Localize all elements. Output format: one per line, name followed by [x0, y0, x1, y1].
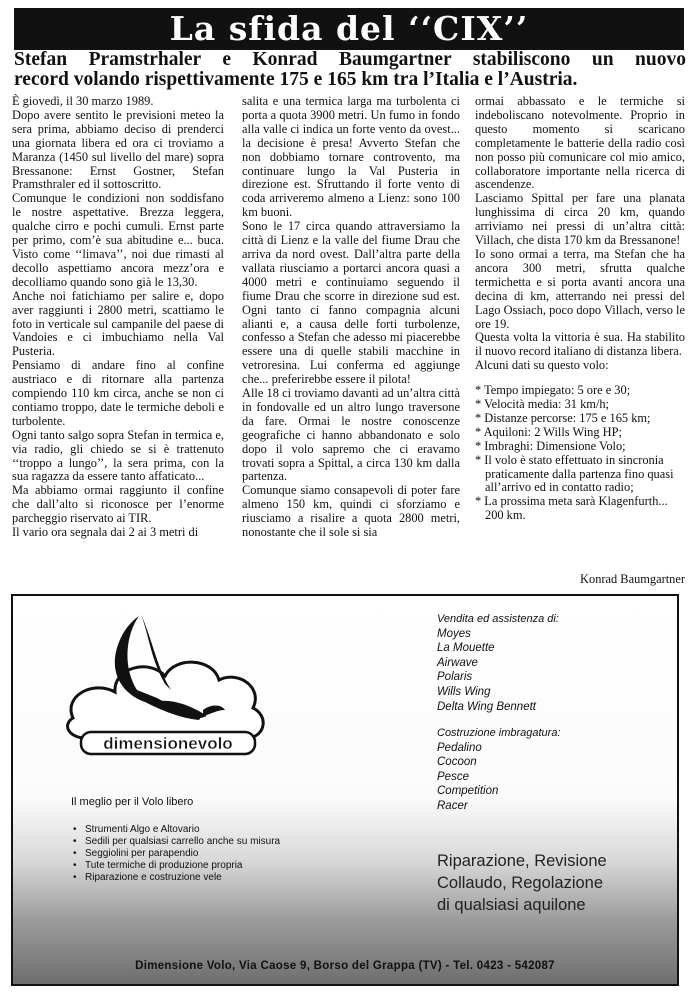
brand-item: Delta Wing Bennett — [437, 700, 536, 713]
paragraph: Ogni tanto salgo sopra Stefan in termica e, via radio, gli chiedo se si è trattenuto ‘‘troppo a lungo’’, la sera prima, con la sua ragazza da essere tanto affaticato... — [12, 427, 224, 484]
harness-heading: Costruzione imbragatura: — [437, 727, 561, 739]
paragraph: Ma abbiamo ormai raggiunto il confine che dall’alto si riconosce per l’enorme parcheggio riservato ai TIR. — [12, 483, 224, 526]
harness-item: Racer — [437, 799, 468, 812]
paragraph: Il vario ora segnala dai 2 ai 3 metri di — [12, 525, 199, 540]
subtitle-line: record volando rispettivamente 175 e 165 km tra l’Italia e l’Austria. — [14, 69, 578, 90]
brand-item: Moyes — [437, 627, 471, 640]
ad-services — [437, 850, 607, 916]
article-column-1 — [12, 95, 224, 540]
service-line: Riparazione, Revisione — [437, 852, 607, 870]
paragraph: Anche noi fatichiamo per salire e, dopo aver raggiunti i 2800 metri, scattiamo le foto in verticale sul campanile del paese di Vandoies e ci imbuchiamo nella Val Pusteria. — [12, 288, 224, 359]
stat-item: * Distanze percorse: 175 e 165 km; — [475, 410, 651, 425]
stat-item: * Velocità media: 31 km/h; — [475, 397, 609, 412]
ad-tagline: Il meglio per il Volo libero — [71, 796, 194, 808]
stat-item: * Tempo impiegato: 5 ore e 30; — [475, 383, 631, 398]
article-subtitle — [14, 50, 686, 90]
sales-brands — [437, 612, 559, 714]
paragraph: Alcuni dati su questo volo: — [475, 358, 609, 373]
stat-item: * Imbraghi: Dimensione Volo; — [475, 438, 626, 453]
feature-item: • Seggiolini per parapendio — [73, 848, 283, 860]
service-line: Collaudo, Regolazione — [437, 874, 604, 892]
article-column-3 — [475, 95, 685, 523]
eagle-logo-icon — [53, 606, 283, 776]
brand-item: Airwave — [437, 656, 478, 669]
paragraph: Alle 18 ci troviamo davanti ad un’altra città in fondovalle ed un altro lungo traversone da fare. Ormai le nostre conoscenze geografiche ci hanno abbandonato e solo dopo il volo sapremo che ci eravamo trovati sopra a Spittal, a circa 130 km dalla partenza. — [242, 386, 460, 484]
ad-address: Dimensione Volo, Via Caose 9, Borso del Grappa (TV) - Tel. 0423 - 542087 — [135, 960, 555, 972]
author-signature: Konrad Baumgartner — [580, 572, 685, 586]
advertisement — [11, 594, 679, 986]
paragraph: ormai abbassato e le termiche si indeboliscano notevolmente. Proprio in questo momento si scaricano completamente le batterie della radio così non posso più comunicare col mio amico, collaboratore importante nella ricerca di ascendenze. — [475, 94, 685, 192]
brand-item: Wills Wing — [437, 685, 491, 698]
feature-item: • Sedili per qualsiasi carrello anche su misura — [73, 836, 283, 848]
harness-item: Pedalino — [437, 741, 482, 754]
harness-item: Competition — [437, 785, 499, 798]
paragraph: Pensiamo di andare fino al confine austriaco e di ritornare alla partenza compiendo 110 km circa, anche se non ci contiamo troppo, date le termiche deboli e turbolente. — [12, 358, 224, 428]
feature-item: • Strumenti Algo e Altovario — [73, 824, 283, 836]
brand-item: La Mouette — [437, 642, 495, 655]
brand-item: Polaris — [437, 671, 473, 684]
harness-item: Pesce — [437, 770, 469, 783]
harness-models — [437, 726, 561, 814]
ad-features-list — [73, 824, 283, 884]
paragraph: Sono le 17 circa quando attraversiamo la città di Lienz e la valle del fiume Drau che arriva da nord ovest. Dall’altra parte della vallata riusciamo a portarci ancora quasi a 4000 metri e continuiamo seguendo il fiume Drau che scorre in direzione sud est. Ogni tanto ci fanno compagnia alcuni alianti e, a causa delle forti turbolenze, confesso a Stefan che adesso mi piacerebbe essere una di quelle stabili macchine in vetroresina. Lui conferma ed aggiunge che... preferirebbe essere il pilota! — [242, 219, 460, 387]
paragraph: Dopo avere sentito le previsioni meteo la sera prima, abbiamo deciso di prenderci una giornata libera ed ora ci troviamo a Maranza (1450 sul livello del mare) sopra Bressanone: Ernst Gostner, Stefan Pramsthraler ed il sottoscritto. — [12, 107, 224, 192]
paragraph: Questa volta la vittoria è sua. Ha stabilito il nuovo record italiano di distanza libera. — [475, 330, 685, 359]
feature-item: • Tute termiche di produzione propria — [73, 860, 283, 872]
paragraph: Comunque le condizioni non soddisfano le nostre aspettative. Brezza leggera, qualche cirro e pochi cumuli. Ernst parte per primo, com’è sua abitudine e... buca. Visto come ‘‘limava’’, noi due rimasti al decollo aspettiamo ancora mezz’ora e decolliamo quando sono già le 13,30. — [12, 191, 224, 289]
paragraph: È giovedì, il 30 marzo 1989. — [12, 94, 154, 108]
feature-item: • Riparazione e costruzione vele — [73, 872, 283, 884]
stat-item: * La prossima meta sarà Klagenfurth... 200 km. — [475, 494, 668, 523]
logo-wordmark: dimensionevolo — [103, 734, 233, 753]
stat-item: * Il volo è stato effettuato in sincronia praticamente dalla partenza fino quasi all’arrivo ed in contatto radio; — [475, 452, 674, 495]
subtitle-line: Stefan Pramstrhaler e Konrad Baumgartner stabiliscono un nuovo — [14, 49, 686, 70]
paragraph: salita e una termica larga ma turbolenta ci porta a quota 3900 metri. Un fumo in fondo alla valle ci indica un forte vento da ovest... la decisione è presa! Avverto Stefan che non dobbiamo tornare controvento, ma continuare lungo la Val Pusteria in direzione est. Sfruttando il forte vento di coda arriveremo almeno a Lienz: sono 100 km buoni. — [242, 94, 460, 220]
sales-heading: Vendita ed assistenza di: — [437, 613, 559, 625]
article-column-2 — [242, 95, 460, 540]
service-line: di qualsiasi aquilone — [437, 896, 586, 914]
flight-stats-list — [475, 384, 685, 523]
harness-item: Cocoon — [437, 756, 477, 769]
article-title: La sfida del ‘‘CIX’’ — [14, 8, 684, 50]
paragraph: Io sono ormai a terra, ma Stefan che ha ancora 300 metri, sfrutta qualche termichetta e si porta avanti ancora una decina di km, atterrando nei pressi del Lago Ossiach, poco dopo Villach, verso le ore 19. — [475, 246, 685, 331]
paragraph: Comunque siamo consapevoli di poter fare almeno 150 km, quindi ci sforziamo e riusciamo a risalire a quota 2800 metri, nonostante che il sole si sia — [242, 483, 460, 540]
stat-item: * Aquiloni: 2 Wills Wing HP; — [475, 424, 622, 439]
paragraph: Lasciamo Spittal per fare una planata lunghissima di circa 20 km, quando arriviamo nei pressi di un’altra città: Villach, che dista 170 km da Bressanone! — [475, 191, 685, 248]
